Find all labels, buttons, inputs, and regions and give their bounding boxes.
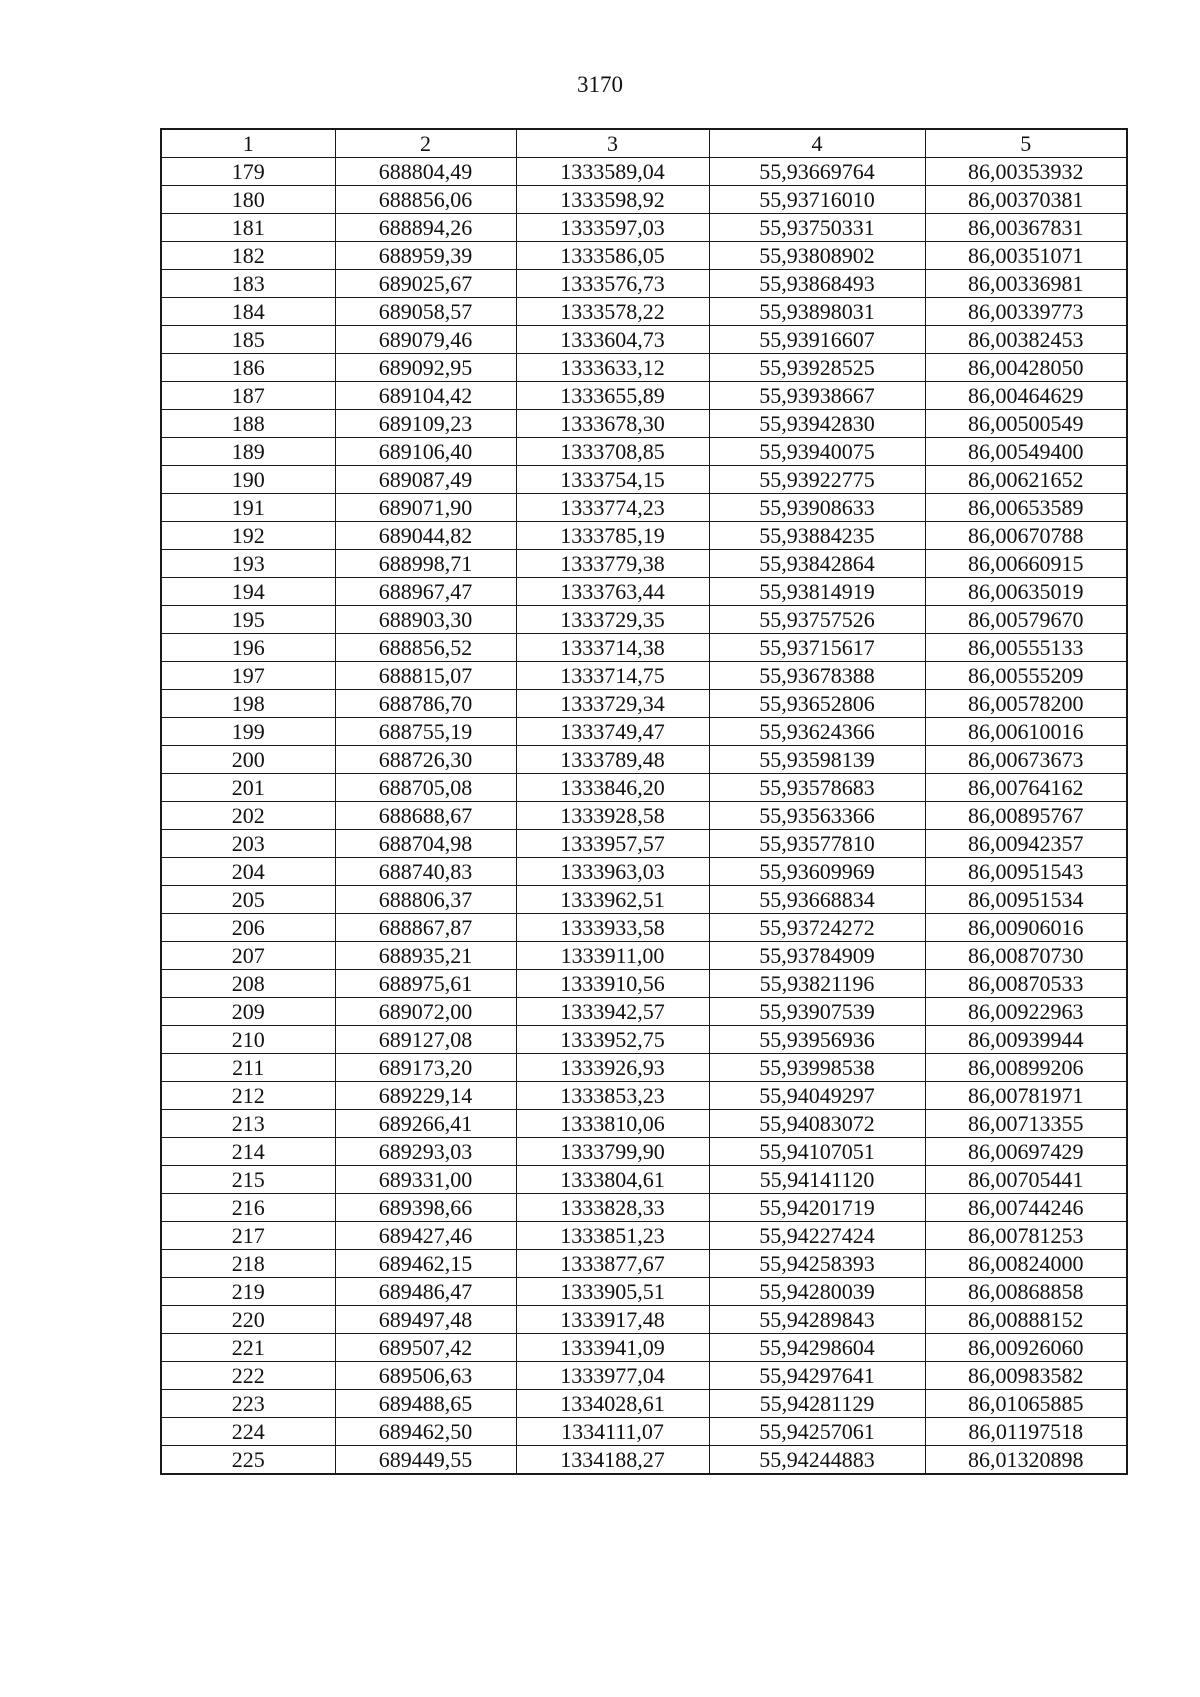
- table-cell: 688705,08: [335, 774, 516, 802]
- table-cell: 55,93821196: [709, 970, 925, 998]
- table-cell: 55,93814919: [709, 578, 925, 606]
- table-cell: 55,93998538: [709, 1054, 925, 1082]
- table-row: [161, 270, 1127, 298]
- table-cell: 1333597,03: [516, 214, 709, 242]
- table-cell: 55,94244883: [709, 1446, 925, 1475]
- table-cell: 1333774,23: [516, 494, 709, 522]
- table-cell: 202: [161, 802, 335, 830]
- table-cell: 86,00870533: [925, 970, 1127, 998]
- table-cell: 86,00713355: [925, 1110, 1127, 1138]
- column-header-1: 1: [161, 129, 335, 158]
- table-cell: 1333785,19: [516, 522, 709, 550]
- table-row: [161, 1082, 1127, 1110]
- table-cell: 689486,47: [335, 1278, 516, 1306]
- table-cell: 222: [161, 1362, 335, 1390]
- table-cell: 688935,21: [335, 942, 516, 970]
- table-cell: 203: [161, 830, 335, 858]
- table-cell: 86,01320898: [925, 1446, 1127, 1475]
- table-cell: 86,00942357: [925, 830, 1127, 858]
- table-cell: 55,94083072: [709, 1110, 925, 1138]
- table-cell: 55,93842864: [709, 550, 925, 578]
- table-cell: 86,00339773: [925, 298, 1127, 326]
- table-cell: 689044,82: [335, 522, 516, 550]
- table-cell: 204: [161, 858, 335, 886]
- table-row: [161, 466, 1127, 494]
- table-cell: 86,00926060: [925, 1334, 1127, 1362]
- table-cell: 1333589,04: [516, 158, 709, 186]
- table-cell: 1333853,23: [516, 1082, 709, 1110]
- table-cell: 1333911,00: [516, 942, 709, 970]
- table-cell: 55,93563366: [709, 802, 925, 830]
- table-cell: 55,94141120: [709, 1166, 925, 1194]
- table-cell: 194: [161, 578, 335, 606]
- table-cell: 55,93669764: [709, 158, 925, 186]
- table-cell: 1333586,05: [516, 242, 709, 270]
- table-cell: 689087,49: [335, 466, 516, 494]
- table-row: [161, 1194, 1127, 1222]
- table-cell: 689462,15: [335, 1250, 516, 1278]
- table-cell: 688704,98: [335, 830, 516, 858]
- table-row: [161, 606, 1127, 634]
- table-cell: 86,01065885: [925, 1390, 1127, 1418]
- table-cell: 86,00939944: [925, 1026, 1127, 1054]
- column-header-4: 4: [709, 129, 925, 158]
- table-cell: 55,93940075: [709, 438, 925, 466]
- table-cell: 55,93678388: [709, 662, 925, 690]
- table-cell: 1333598,92: [516, 186, 709, 214]
- table-cell: 688688,67: [335, 802, 516, 830]
- table-cell: 55,93908633: [709, 494, 925, 522]
- table-cell: 86,00578200: [925, 690, 1127, 718]
- table-cell: 55,93652806: [709, 690, 925, 718]
- table-cell: 86,00351071: [925, 242, 1127, 270]
- column-header-2: 2: [335, 129, 516, 158]
- table-cell: 1333655,89: [516, 382, 709, 410]
- table-row: [161, 1166, 1127, 1194]
- table-cell: 86,00621652: [925, 466, 1127, 494]
- table-cell: 688856,52: [335, 634, 516, 662]
- table-row: [161, 634, 1127, 662]
- table-cell: 186: [161, 354, 335, 382]
- page-number: 3170: [577, 72, 623, 97]
- table-header: [161, 129, 1127, 158]
- table-cell: 86,00635019: [925, 578, 1127, 606]
- table-row: [161, 1446, 1127, 1475]
- table-cell: 220: [161, 1306, 335, 1334]
- table-cell: 688894,26: [335, 214, 516, 242]
- table-cell: 86,00653589: [925, 494, 1127, 522]
- table-cell: 55,94107051: [709, 1138, 925, 1166]
- table-cell: 86,00579670: [925, 606, 1127, 634]
- table-cell: 86,00781253: [925, 1222, 1127, 1250]
- table-cell: 55,93938667: [709, 382, 925, 410]
- table-cell: 1334111,07: [516, 1418, 709, 1446]
- table-cell: 55,93750331: [709, 214, 925, 242]
- table-cell: 86,00353932: [925, 158, 1127, 186]
- table-cell: 689427,46: [335, 1222, 516, 1250]
- table-cell: 1333952,75: [516, 1026, 709, 1054]
- table-cell: 1333576,73: [516, 270, 709, 298]
- coordinates-table: [160, 128, 1128, 1475]
- table-cell: 86,00382453: [925, 326, 1127, 354]
- table-row: [161, 438, 1127, 466]
- table-row: [161, 1054, 1127, 1082]
- table-cell: 55,94297641: [709, 1362, 925, 1390]
- table-cell: 86,00899206: [925, 1054, 1127, 1082]
- table-cell: 55,93907539: [709, 998, 925, 1026]
- table-cell: 189: [161, 438, 335, 466]
- table-row: [161, 354, 1127, 382]
- table-cell: 86,00951543: [925, 858, 1127, 886]
- table-cell: 86,00673673: [925, 746, 1127, 774]
- table-cell: 55,93916607: [709, 326, 925, 354]
- table-cell: 55,94289843: [709, 1306, 925, 1334]
- table-cell: 86,00888152: [925, 1306, 1127, 1334]
- table-cell: 218: [161, 1250, 335, 1278]
- table-cell: 1333604,73: [516, 326, 709, 354]
- table-cell: 1333799,90: [516, 1138, 709, 1166]
- table-cell: 221: [161, 1334, 335, 1362]
- table-cell: 198: [161, 690, 335, 718]
- table-row: [161, 858, 1127, 886]
- table-cell: 55,94227424: [709, 1222, 925, 1250]
- table-cell: 689229,14: [335, 1082, 516, 1110]
- table-cell: 688856,06: [335, 186, 516, 214]
- table-cell: 55,93609969: [709, 858, 925, 886]
- table-cell: 86,00983582: [925, 1362, 1127, 1390]
- table-cell: 196: [161, 634, 335, 662]
- table-cell: 55,94298604: [709, 1334, 925, 1362]
- table-row: [161, 522, 1127, 550]
- table-row: [161, 298, 1127, 326]
- table-cell: 55,93716010: [709, 186, 925, 214]
- table-cell: 689072,00: [335, 998, 516, 1026]
- table-cell: 1334188,27: [516, 1446, 709, 1475]
- table-cell: 1333754,15: [516, 466, 709, 494]
- table-cell: 689266,41: [335, 1110, 516, 1138]
- table-cell: 1333763,44: [516, 578, 709, 606]
- table-cell: 223: [161, 1390, 335, 1418]
- table-cell: 688804,49: [335, 158, 516, 186]
- table-cell: 86,00895767: [925, 802, 1127, 830]
- table-cell: 1333729,34: [516, 690, 709, 718]
- table-cell: 688755,19: [335, 718, 516, 746]
- table-row: [161, 326, 1127, 354]
- table-cell: 1333779,38: [516, 550, 709, 578]
- table-cell: 199: [161, 718, 335, 746]
- table-cell: 86,00951534: [925, 886, 1127, 914]
- table-cell: 55,94281129: [709, 1390, 925, 1418]
- table-cell: 211: [161, 1054, 335, 1082]
- table-cell: 55,93868493: [709, 270, 925, 298]
- table-cell: 1333678,30: [516, 410, 709, 438]
- table-row: [161, 1418, 1127, 1446]
- table-cell: 688998,71: [335, 550, 516, 578]
- table-row: [161, 1306, 1127, 1334]
- table-cell: 1333928,58: [516, 802, 709, 830]
- table-cell: 1333910,56: [516, 970, 709, 998]
- table-cell: 206: [161, 914, 335, 942]
- table-cell: 179: [161, 158, 335, 186]
- table-cell: 688903,30: [335, 606, 516, 634]
- table-cell: 1333578,22: [516, 298, 709, 326]
- table-cell: 689109,23: [335, 410, 516, 438]
- table-cell: 55,93668834: [709, 886, 925, 914]
- table-cell: 219: [161, 1278, 335, 1306]
- table-cell: 86,00697429: [925, 1138, 1127, 1166]
- table-cell: 187: [161, 382, 335, 410]
- table-cell: 200: [161, 746, 335, 774]
- table-cell: 1333749,47: [516, 718, 709, 746]
- table-cell: 55,93956936: [709, 1026, 925, 1054]
- table-row: [161, 1026, 1127, 1054]
- table-cell: 55,93598139: [709, 746, 925, 774]
- table-cell: 689106,40: [335, 438, 516, 466]
- table-cell: 224: [161, 1418, 335, 1446]
- table-cell: 86,00670788: [925, 522, 1127, 550]
- table-cell: 214: [161, 1138, 335, 1166]
- table-cell: 86,00906016: [925, 914, 1127, 942]
- table-cell: 688867,87: [335, 914, 516, 942]
- table-cell: 213: [161, 1110, 335, 1138]
- table-cell: 86,00922963: [925, 998, 1127, 1026]
- table-cell: 86,00610016: [925, 718, 1127, 746]
- table-row: [161, 830, 1127, 858]
- table-cell: 1333941,09: [516, 1334, 709, 1362]
- table-cell: 1333962,51: [516, 886, 709, 914]
- table-cell: 86,00824000: [925, 1250, 1127, 1278]
- table-cell: 55,94258393: [709, 1250, 925, 1278]
- table-cell: 55,93898031: [709, 298, 925, 326]
- table-row: [161, 242, 1127, 270]
- table-cell: 86,00764162: [925, 774, 1127, 802]
- table-cell: 1333877,67: [516, 1250, 709, 1278]
- table-cell: 1333729,35: [516, 606, 709, 634]
- table-row: [161, 746, 1127, 774]
- table-cell: 184: [161, 298, 335, 326]
- table-cell: 1333933,58: [516, 914, 709, 942]
- header-row: [161, 129, 1127, 158]
- table-cell: 689058,57: [335, 298, 516, 326]
- table-cell: 688740,83: [335, 858, 516, 886]
- table-row: [161, 690, 1127, 718]
- table-cell: 689398,66: [335, 1194, 516, 1222]
- table-cell: 86,00500549: [925, 410, 1127, 438]
- table-body: [161, 158, 1127, 1475]
- table-cell: 689104,42: [335, 382, 516, 410]
- table-cell: 1333633,12: [516, 354, 709, 382]
- table-cell: 689449,55: [335, 1446, 516, 1475]
- column-header-3: 3: [516, 129, 709, 158]
- table-row: [161, 494, 1127, 522]
- table-cell: 1333905,51: [516, 1278, 709, 1306]
- table-row: [161, 578, 1127, 606]
- table-cell: 216: [161, 1194, 335, 1222]
- table-cell: 86,00549400: [925, 438, 1127, 466]
- table-cell: 1333714,75: [516, 662, 709, 690]
- table-cell: 192: [161, 522, 335, 550]
- table-row: [161, 1390, 1127, 1418]
- table-cell: 689462,50: [335, 1418, 516, 1446]
- table-row: [161, 886, 1127, 914]
- table-cell: 55,93577810: [709, 830, 925, 858]
- table-row: [161, 1334, 1127, 1362]
- table-cell: 86,00428050: [925, 354, 1127, 382]
- table-cell: 212: [161, 1082, 335, 1110]
- table-cell: 689025,67: [335, 270, 516, 298]
- table-cell: 689331,00: [335, 1166, 516, 1194]
- table-cell: 201: [161, 774, 335, 802]
- table-cell: 86,00555209: [925, 662, 1127, 690]
- table-cell: 1333789,48: [516, 746, 709, 774]
- table-cell: 689506,63: [335, 1362, 516, 1390]
- table-cell: 1334028,61: [516, 1390, 709, 1418]
- table-cell: 180: [161, 186, 335, 214]
- table-cell: 1333828,33: [516, 1194, 709, 1222]
- table-row: [161, 914, 1127, 942]
- table-cell: 55,93724272: [709, 914, 925, 942]
- table-row: [161, 970, 1127, 998]
- table-cell: 86,00464629: [925, 382, 1127, 410]
- table-cell: 688975,61: [335, 970, 516, 998]
- table-cell: 1333957,57: [516, 830, 709, 858]
- table-cell: 208: [161, 970, 335, 998]
- table-cell: 688786,70: [335, 690, 516, 718]
- table-cell: 55,93808902: [709, 242, 925, 270]
- table-cell: 688806,37: [335, 886, 516, 914]
- table-row: [161, 942, 1127, 970]
- table-cell: 86,00781971: [925, 1082, 1127, 1110]
- table-cell: 193: [161, 550, 335, 578]
- table-cell: 689293,03: [335, 1138, 516, 1166]
- table-cell: 195: [161, 606, 335, 634]
- table-cell: 215: [161, 1166, 335, 1194]
- table-cell: 1333942,57: [516, 998, 709, 1026]
- table-row: [161, 1278, 1127, 1306]
- table-cell: 689173,20: [335, 1054, 516, 1082]
- table-cell: 86,00660915: [925, 550, 1127, 578]
- table-cell: 188: [161, 410, 335, 438]
- table-cell: 1333963,03: [516, 858, 709, 886]
- table-cell: 185: [161, 326, 335, 354]
- table-cell: 1333714,38: [516, 634, 709, 662]
- table-cell: 55,93715617: [709, 634, 925, 662]
- table-cell: 1333977,04: [516, 1362, 709, 1390]
- table-cell: 55,93578683: [709, 774, 925, 802]
- table-cell: 55,93624366: [709, 718, 925, 746]
- table-row: [161, 382, 1127, 410]
- table-cell: 689497,48: [335, 1306, 516, 1334]
- table-row: [161, 662, 1127, 690]
- table-cell: 1333708,85: [516, 438, 709, 466]
- table-cell: 55,93928525: [709, 354, 925, 382]
- table-cell: 1333926,93: [516, 1054, 709, 1082]
- table-row: [161, 550, 1127, 578]
- table-cell: 86,01197518: [925, 1418, 1127, 1446]
- table-cell: 86,00868858: [925, 1278, 1127, 1306]
- table-cell: 217: [161, 1222, 335, 1250]
- table-cell: 55,93784909: [709, 942, 925, 970]
- table-cell: 209: [161, 998, 335, 1026]
- table-row: [161, 774, 1127, 802]
- table-cell: 86,00705441: [925, 1166, 1127, 1194]
- table-cell: 1333846,20: [516, 774, 709, 802]
- table-row: [161, 1110, 1127, 1138]
- table-row: [161, 186, 1127, 214]
- table-row: [161, 214, 1127, 242]
- table-cell: 1333804,61: [516, 1166, 709, 1194]
- table-row: [161, 1250, 1127, 1278]
- table-cell: 1333917,48: [516, 1306, 709, 1334]
- table-cell: 225: [161, 1446, 335, 1475]
- table-cell: 183: [161, 270, 335, 298]
- table-cell: 689071,90: [335, 494, 516, 522]
- table-cell: 688726,30: [335, 746, 516, 774]
- table-cell: 688815,07: [335, 662, 516, 690]
- table-cell: 688967,47: [335, 578, 516, 606]
- table-cell: 86,00555133: [925, 634, 1127, 662]
- table-cell: 1333810,06: [516, 1110, 709, 1138]
- table-cell: 86,00870730: [925, 942, 1127, 970]
- table-cell: 86,00367831: [925, 214, 1127, 242]
- table-cell: 55,93922775: [709, 466, 925, 494]
- table-cell: 86,00336981: [925, 270, 1127, 298]
- table-cell: 689507,42: [335, 1334, 516, 1362]
- table-cell: 210: [161, 1026, 335, 1054]
- table-cell: 688959,39: [335, 242, 516, 270]
- table-cell: 86,00370381: [925, 186, 1127, 214]
- table-cell: 55,94049297: [709, 1082, 925, 1110]
- table-cell: 190: [161, 466, 335, 494]
- table-row: [161, 1138, 1127, 1166]
- table-row: [161, 1222, 1127, 1250]
- table-cell: 181: [161, 214, 335, 242]
- table-cell: 197: [161, 662, 335, 690]
- table-cell: 205: [161, 886, 335, 914]
- table-cell: 1333851,23: [516, 1222, 709, 1250]
- table-cell: 55,94280039: [709, 1278, 925, 1306]
- table-cell: 207: [161, 942, 335, 970]
- table-row: [161, 410, 1127, 438]
- table-cell: 689092,95: [335, 354, 516, 382]
- table-row: [161, 802, 1127, 830]
- table-row: [161, 998, 1127, 1026]
- table-row: [161, 158, 1127, 186]
- table-cell: 191: [161, 494, 335, 522]
- table-cell: 55,93757526: [709, 606, 925, 634]
- table-row: [161, 1362, 1127, 1390]
- table-cell: 182: [161, 242, 335, 270]
- table-cell: 55,93884235: [709, 522, 925, 550]
- table-row: [161, 718, 1127, 746]
- table-cell: 55,94257061: [709, 1418, 925, 1446]
- column-header-5: 5: [925, 129, 1127, 158]
- table-cell: 689127,08: [335, 1026, 516, 1054]
- table-cell: 55,94201719: [709, 1194, 925, 1222]
- table-cell: 689079,46: [335, 326, 516, 354]
- table-cell: 86,00744246: [925, 1194, 1127, 1222]
- table-cell: 55,93942830: [709, 410, 925, 438]
- table-cell: 689488,65: [335, 1390, 516, 1418]
